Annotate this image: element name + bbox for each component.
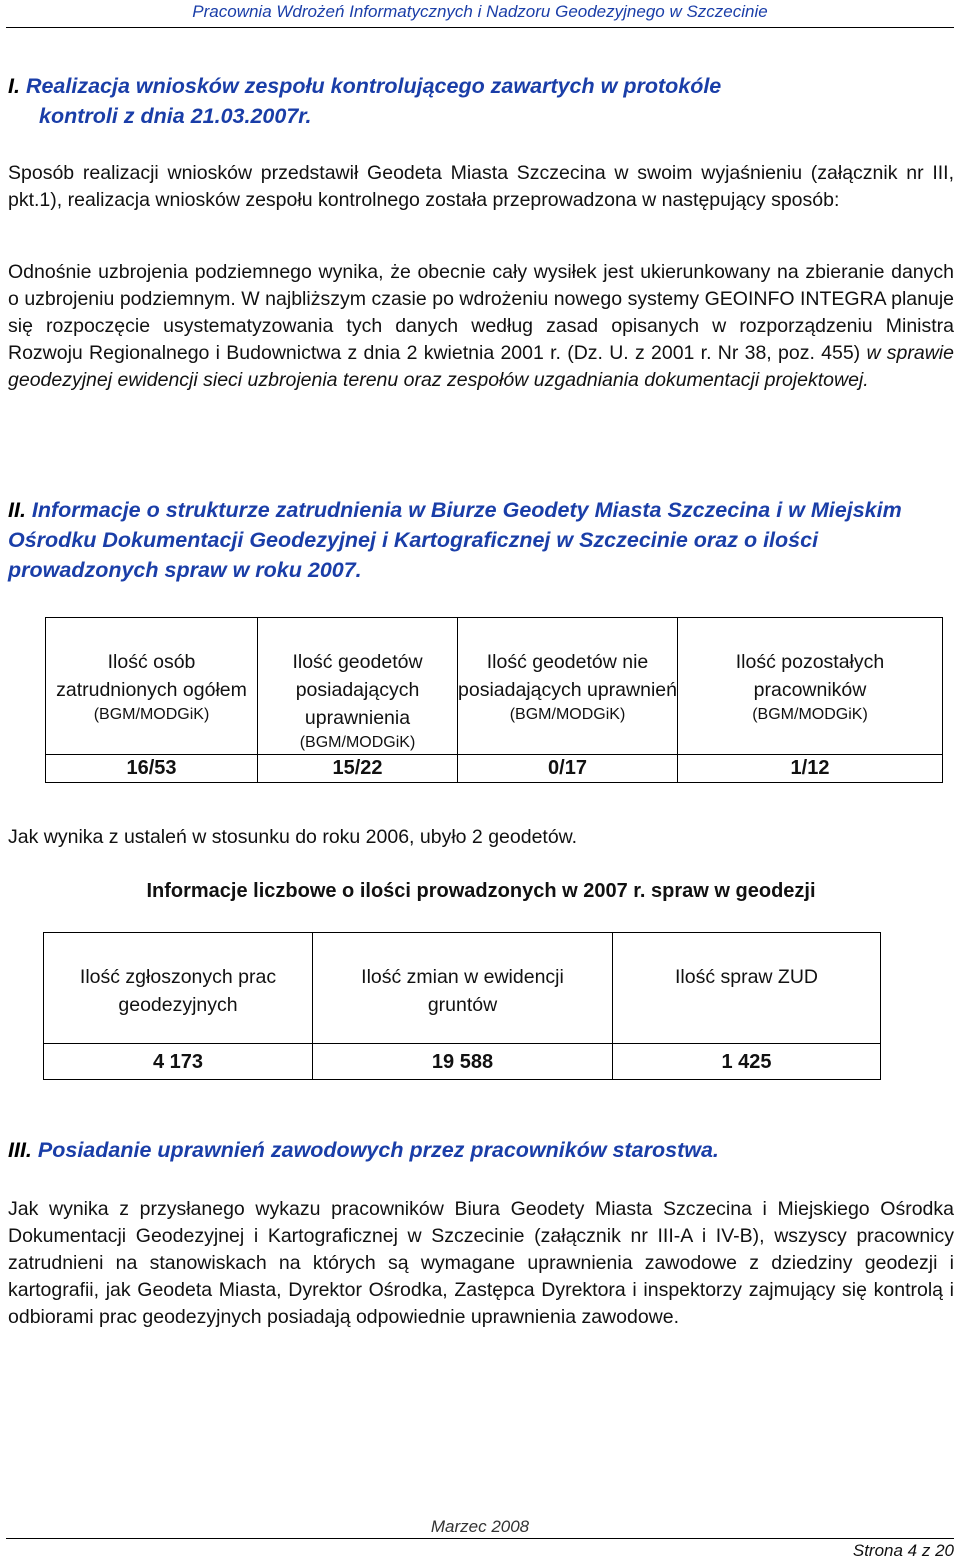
employment-value-cell: 15/22 bbox=[258, 755, 458, 783]
section-2-title: Informacje o strukturze zatrudnienia w Biurze Geodety Miasta Szczecina i w Miejskim Ośrodku Dokumentacji Geodezyjnej i Kartograficznej w Szczecinie oraz o ilości prowadzonych spraw w roku 2007. bbox=[8, 498, 902, 582]
employment-header-cell bbox=[678, 618, 943, 755]
employment-value-cell: 16/53 bbox=[46, 755, 258, 783]
employment-table bbox=[45, 617, 943, 783]
employment-table-value-row bbox=[46, 755, 943, 783]
page-header: Pracownia Wdrożeń Informatycznych i Nadzoru Geodezyjnego w Szczecinie bbox=[192, 2, 768, 21]
cases-table-value-row bbox=[44, 1044, 881, 1080]
footer-divider bbox=[6, 1538, 954, 1539]
section-3-paragraph: Jak wynika z przysłanego wykazu pracowników Biura Geodety Miasta Szczecina i Miejskiego Ośrodka Dokumentacji Geodezyjnej i Kartograficznej w Szczecinie (załącznik nr III-A i IV-B), wszyscy pracownicy zatrudnieni na stanowiskach na których są wymagane uprawnienia zawodowe z dziedziny geodezji i kartografii, jak Geodeta Miasta, Dyrektor Ośrodka, Zastępca Dyrektora i inspektorzy zajmujący się kontrolą i odbiorami prac geodezyjnych posiadają odpowiednie uprawnienia zawodowe. bbox=[8, 1198, 954, 1328]
page-number: Strona 4 z 20 bbox=[852, 1541, 954, 1560]
employment-header-sub: (BGM/MODGiK) bbox=[299, 734, 416, 751]
section-2-number: II. bbox=[8, 498, 26, 522]
section-3-title: Posiadanie uprawnień zawodowych przez pracowników starostwa. bbox=[37, 1138, 719, 1162]
cases-value-cell: 4 173 bbox=[44, 1044, 313, 1080]
section-1-number: I. bbox=[8, 74, 20, 98]
section-3-number: III. bbox=[8, 1138, 32, 1162]
employment-value-cell: 1/12 bbox=[678, 755, 943, 783]
employment-header-cell bbox=[258, 618, 458, 755]
employment-header-sub: (BGM/MODGiK) bbox=[752, 706, 868, 723]
employment-header-main: Ilość geodetów nie posiadających uprawnień bbox=[458, 651, 677, 701]
section-1-paragraph-2-italic: w sprawie geodezyjnej ewidencji sieci uzbrojenia terenu oraz zespołów uzgadniania dokumentacji projektowej. bbox=[8, 342, 954, 391]
cases-header-cell: Ilość zgłoszonych prac geodezyjnych bbox=[44, 933, 313, 1044]
employment-header-sub: (BGM/MODGiK) bbox=[509, 706, 626, 723]
employment-header-main: Ilość osób zatrudnionych ogółem bbox=[56, 651, 247, 701]
cases-header-cell: Ilość spraw ZUD bbox=[613, 933, 881, 1044]
section-3-heading bbox=[8, 1135, 954, 1165]
employment-value-cell: 0/17 bbox=[458, 755, 678, 783]
cases-value-cell: 19 588 bbox=[313, 1044, 613, 1080]
cases-table-header-row bbox=[44, 933, 881, 1044]
employment-note: Jak wynika z ustaleń w stosunku do roku 2006, ubyło 2 geodetów. bbox=[8, 826, 578, 848]
section-1-title-line2: kontroli z dnia 21.03.2007r. bbox=[39, 104, 312, 128]
header-divider bbox=[6, 27, 954, 28]
section-1-paragraph-2 bbox=[8, 259, 954, 394]
employment-header-cell bbox=[46, 618, 258, 755]
cases-table-title: Informacje liczbowe o ilości prowadzonych w 2007 r. spraw w geodezji bbox=[146, 880, 816, 902]
employment-header-main: Ilość pozostałych pracowników bbox=[735, 651, 885, 701]
employment-header-sub: (BGM/MODGiK) bbox=[93, 706, 210, 723]
employment-table-header-row bbox=[46, 618, 943, 755]
section-1-title-line1: Realizacja wniosków zespołu kontrolującego zawartych w protokóle bbox=[25, 74, 722, 98]
section-1-paragraph-1: Sposób realizacji wniosków przedstawił Geodeta Miasta Szczecina w swoim wyjaśnieniu (załącznik nr III, pkt.1), realizacja wniosków zespołu kontrolnego została przeprowadzona w następujący sposób: bbox=[8, 162, 954, 211]
employment-header-cell bbox=[458, 618, 678, 755]
cases-table bbox=[43, 932, 881, 1080]
section-1-paragraph-2-main: Odnośnie uzbrojenia podziemnego wynika, że obecnie cały wysiłek jest ukierunkowany na zbieranie danych o uzbrojeniu podziemnym. W najbliższym czasie po wdrożeniu nowego systemy GEOINFO INTEGRA planuje się rozpoczęcie usystematyzowania tych danych według zasad opisanych w rozporządzeniu Ministra Rozwoju Regionalnego i Budownictwa z dnia 2 kwietnia 2001 r. (Dz. U. z 2001 r. Nr 38, poz. 455) bbox=[8, 261, 954, 364]
section-2-heading bbox=[8, 495, 954, 585]
footer-date: Marzec 2008 bbox=[430, 1517, 530, 1536]
section-1-heading bbox=[8, 71, 954, 131]
employment-header-main: Ilość geodetów posiadających uprawnienia bbox=[292, 651, 423, 729]
cases-value-cell: 1 425 bbox=[613, 1044, 881, 1080]
cases-header-cell: Ilość zmian w ewidencji gruntów bbox=[313, 933, 613, 1044]
